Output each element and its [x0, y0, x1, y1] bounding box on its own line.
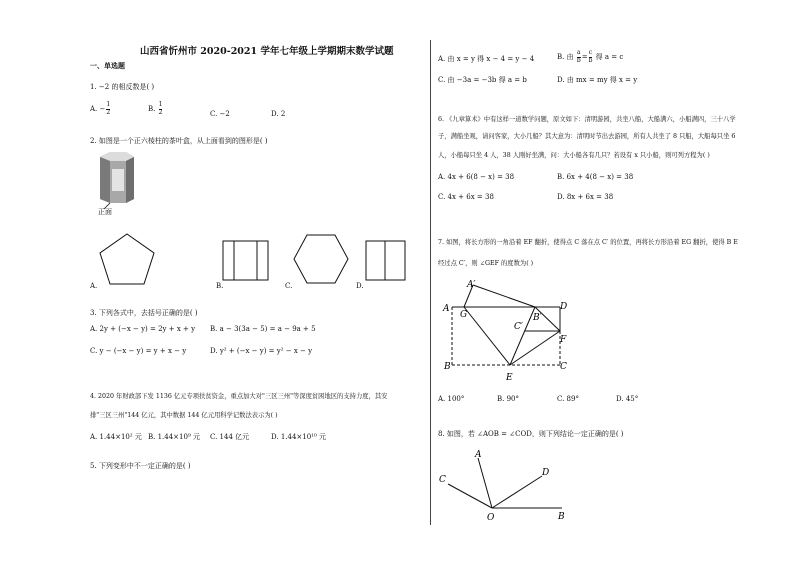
q7-label-d: D — [560, 302, 568, 312]
q8-ray-od — [492, 476, 542, 508]
q8-label-a: A — [475, 450, 482, 460]
q2-front-label: 正面 — [98, 208, 112, 216]
q8-ray-oa — [478, 458, 492, 508]
q1-a-fraction: $\frac{1}{2}$ — [106, 101, 111, 116]
q5-option-b[interactable] — [557, 50, 623, 64]
q7-option-d[interactable]: D. 45° — [616, 395, 639, 403]
q7-label-b: B — [444, 362, 451, 372]
q2-option-b[interactable]: B. — [216, 282, 224, 290]
q7-option-c[interactable]: C. 89° — [557, 395, 579, 403]
q4-option-c[interactable]: C. 144 亿元 — [210, 433, 250, 441]
q7-line-a1b1 — [473, 285, 535, 307]
q7-stem-line1: 7. 如图，将长方形的一角沿着 EF 翻折，使得点 C 落在点 C′ 的位置，再将长方形沿着 EG 翻折，使得 B E — [438, 239, 738, 246]
q4-option-b[interactable]: B. 1.44×10⁹ 元 — [148, 433, 200, 441]
q6-stem-line1: 6. 《九章算术》中有这样一道数学问题，原文如下：清明游园，共坐八船，大船满六，小船满四，三十八学 — [438, 116, 736, 123]
q8-angle-diagram — [436, 446, 576, 526]
q4-option-a[interactable]: A. 1.44×10² 元 — [90, 433, 142, 441]
q7-line-ge — [464, 307, 510, 365]
q8-label-d: D — [542, 468, 550, 478]
q5-option-c[interactable]: C. 由 −3a = −3b 得 a = b — [438, 76, 527, 84]
q4-stem-line1: 4. 2020 年财政部下发 1136 亿元专项扶贫资金，重点加大对"三区三州"等深度贫困地区的支持力度，其安 — [90, 393, 388, 400]
q7-label-a: A — [443, 304, 450, 314]
q8-label-c: C — [439, 475, 446, 485]
q7-label-c: C — [560, 362, 567, 372]
q2-pentagon-figure — [98, 232, 158, 287]
q8-label-o: O — [487, 513, 495, 523]
q7-label-c1: C′ — [514, 322, 523, 332]
q5-b-fraction-right: $\frac{c}{b}$ — [588, 49, 593, 64]
q2-option-d[interactable]: D. — [356, 282, 364, 290]
q6-stem-line3: 人，小船每只坐 4 人，38 人刚好坐满，问：大小船各有几只？若设有 x 只小船，则可列方程为( ) — [438, 152, 710, 159]
q1-option-a[interactable] — [90, 102, 111, 116]
q5-option-a[interactable]: A. 由 x = y 得 x − 4 = y − 4 — [438, 55, 535, 63]
q8-ray-oc — [448, 484, 492, 508]
q2-option-c[interactable]: C. — [285, 282, 293, 290]
q2-rect-two-cells — [365, 240, 407, 282]
q5-option-d[interactable]: D. 由 mx = my 得 x = y — [557, 76, 638, 84]
q6-stem-line2: 子，满船坐观，请问客家，大小几船？其大意为：清明时节出去游园，所有人共坐了 8 只船，大船每只坐 6 — [438, 133, 736, 140]
q1-option-b[interactable] — [148, 102, 163, 116]
q1-option-d[interactable]: D. 2 — [271, 110, 286, 118]
q1-a-sign: − — [99, 105, 106, 113]
q3-option-b[interactable]: B. a − 3(3a − 5) = a − 9a + 5 — [210, 325, 316, 333]
q7-option-b[interactable]: B. 90° — [497, 395, 520, 403]
q7-label-a1: A′ — [467, 280, 476, 290]
q1-stem: 1. −2 的相反数是( ) — [90, 83, 155, 91]
q1-a-label: A. — [90, 105, 98, 113]
q6-option-c[interactable]: C. 4x + 6x = 38 — [438, 193, 494, 201]
q5-b-fraction-left: $\frac{a}{b}$ — [576, 49, 581, 64]
q3-option-a[interactable]: A. 2y + (−x − y) = 2y + x + y — [90, 325, 196, 333]
q2-rect-three-cells — [222, 240, 270, 282]
q6-option-a[interactable]: A. 4x + 6(8 − x) = 38 — [438, 173, 515, 181]
q3-option-c[interactable]: C. y − (−x − y) = y + x − y — [90, 347, 187, 355]
q7-fold-diagram — [440, 278, 580, 388]
q8-label-b: B — [558, 512, 565, 522]
q5-stem: 5. 下列变形中不一定正确的是( ) — [90, 462, 191, 470]
q7-label-f: F — [560, 335, 567, 345]
q1-option-c[interactable]: C. −2 — [210, 110, 230, 118]
q7-label-e: E — [506, 373, 513, 383]
q2-option-a[interactable]: A. — [90, 282, 98, 290]
q7-option-a[interactable]: A. 100° — [438, 395, 465, 403]
q8-stem: 8. 如图，若 ∠AOB = ∠COD，则下列结论一定正确的是( ) — [438, 430, 624, 438]
q1-b-fraction: $\frac{1}{2}$ — [158, 101, 163, 116]
q5-b-equals: = — [581, 53, 588, 61]
q6-option-d[interactable]: D. 8x + 6x = 38 — [557, 193, 614, 201]
q7-stem-line2: 经过点 C′，则 ∠GEF 的度数为( ) — [438, 260, 534, 267]
q5-b-post: 得 a = c — [595, 53, 624, 61]
section-heading: 一、单选题 — [90, 61, 125, 70]
page-title: 山西省忻州市 2020-2021 学年七年级上学期期末数学试题 — [140, 46, 394, 57]
q4-option-d[interactable]: D. 1.44×10¹⁰ 元 — [271, 433, 327, 441]
q2-hexagon-figure — [292, 233, 350, 285]
q4-stem-line2: 排"三区三州"144 亿元，其中数据 144 亿元用科学记数法表示为( ) — [90, 412, 278, 419]
q1-b-label: B. — [148, 105, 156, 113]
column-divider — [430, 40, 431, 525]
q7-label-b1: B′ — [533, 313, 542, 323]
tea-box-image — [96, 151, 136, 211]
q2-stem: 2. 如图是一个正六棱柱的茶叶盒，从上面看到的图形是( ) — [90, 137, 268, 145]
q3-option-d[interactable]: D. y² + (−x − y) = y² − x − y — [210, 347, 313, 355]
q3-stem: 3. 下列各式中，去括号正确的是( ) — [90, 309, 198, 317]
q6-option-b[interactable]: B. 6x + 4(8 − x) = 38 — [557, 173, 634, 181]
q7-label-g: G — [460, 310, 468, 320]
q5-b-pre: B. 由 — [557, 53, 574, 61]
